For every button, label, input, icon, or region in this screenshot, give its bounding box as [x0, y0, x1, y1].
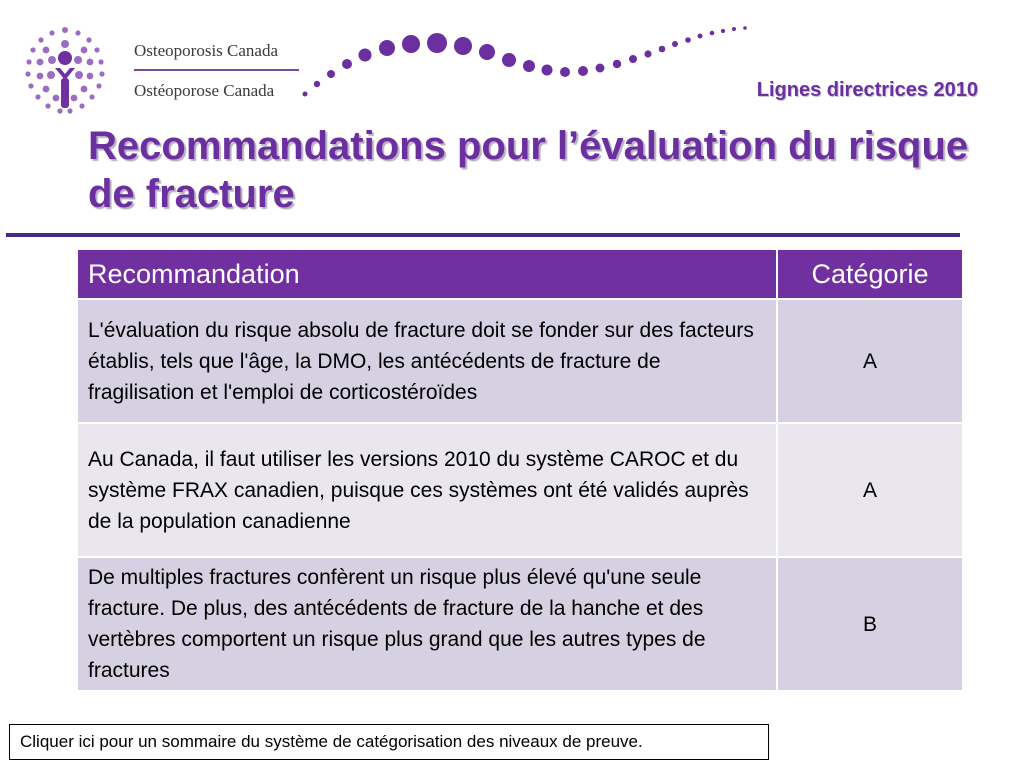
category-cell: B — [778, 558, 962, 690]
recommendation-cell: De multiples fractures confèrent un risque plus élevé qu'une seule fracture. De plus, des antécédents de fracture de la hanche et des vertèbres comportent un risque plus grand que les autres types de fractures — [78, 558, 776, 690]
recommendation-cell: L'évaluation du risque absolu de fracture doit se fonder sur des facteurs établis, tels que l'âge, la DMO, les antécédents de fracture de fragilisation et l'emploi de corticostéroïdes — [78, 300, 776, 422]
table-row — [78, 300, 962, 422]
org-name-english: Osteoporosis Canada — [134, 41, 279, 60]
evidence-summary-link[interactable]: Cliquer ici pour un sommaire du système de catégorisation des niveaux de preuve. — [9, 724, 769, 760]
header-recommendation: Recommandation — [78, 250, 776, 298]
org-name-french: Ostéoporose Canada — [134, 81, 275, 100]
title-divider — [6, 233, 960, 237]
dot-wave-decoration-icon — [295, 22, 765, 112]
table-row — [78, 558, 962, 690]
category-cell: A — [778, 424, 962, 556]
recommendation-cell: Au Canada, il faut utiliser les versions 2010 du système CAROC et du système FRAX canadien, puisque ces systèmes ont été validés auprès de la population canadienne — [78, 424, 776, 556]
table-row — [78, 424, 962, 556]
organization-names — [134, 40, 304, 102]
header-category: Catégorie — [778, 250, 962, 298]
recommendations-table — [76, 248, 964, 692]
osteoporosis-canada-logo-icon — [10, 18, 120, 128]
table-header-row — [78, 250, 962, 298]
category-cell: A — [778, 300, 962, 422]
org-name-divider — [134, 69, 299, 71]
slide-title: Recommandations pour l’évaluation du risque de fracture — [88, 124, 969, 216]
guideline-year-label: Lignes directrices 2010 — [756, 79, 978, 101]
